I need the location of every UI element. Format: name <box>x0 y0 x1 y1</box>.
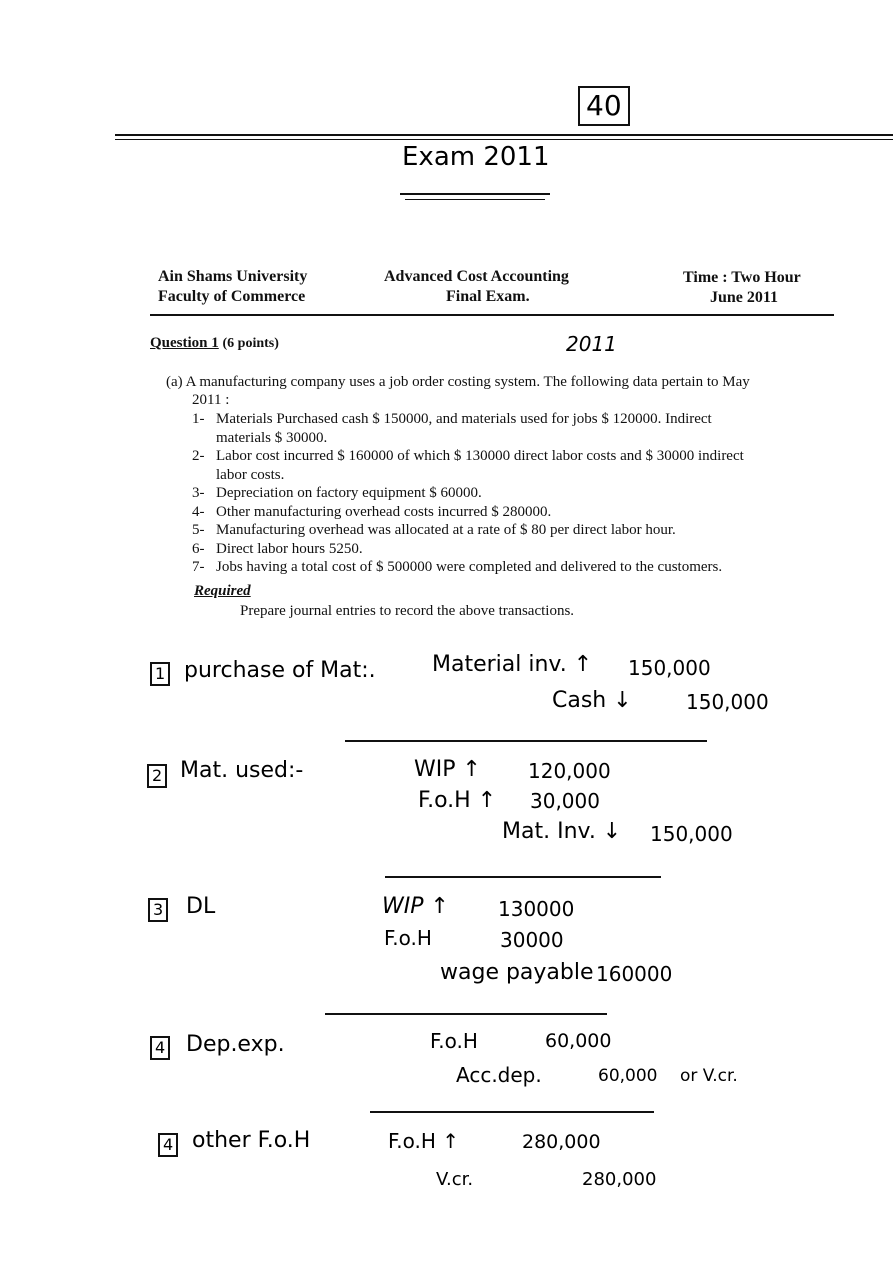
entry-2-box: 2 <box>147 764 167 788</box>
page-number: 40 <box>578 86 630 126</box>
list-item <box>192 540 832 559</box>
title-underline <box>400 193 550 195</box>
item-text: Depreciation on factory equipment $ 60000. <box>216 485 482 501</box>
item-text: Materials Purchased cash $ 150000, and materials used for jobs $ 120000. Indirect <box>216 411 712 427</box>
list-item <box>192 503 832 522</box>
entry-4-rule <box>370 1111 654 1113</box>
entry-2-rule <box>385 876 661 878</box>
top-rule <box>115 134 893 136</box>
required-label: Required <box>194 583 251 599</box>
item-text: Manufacturing overhead was allocated at a rate of $ 80 per direct labor hour. <box>216 522 676 538</box>
item-text-2: materials $ 30000. <box>216 429 328 446</box>
exam-type: Final Exam. <box>446 288 530 305</box>
question-label: Question 1 <box>150 335 219 351</box>
entry-5-credit-amount: 280,000 <box>582 1169 657 1190</box>
entry-1-box: 1 <box>150 662 170 686</box>
intro-line-1: (a) A manufacturing company uses a job order costing system. The following data pertain to May <box>166 374 750 390</box>
item-text: Labor cost incurred $ 160000 of which $ 130000 direct labor costs and $ 30000 indirect <box>216 448 744 464</box>
exam-date: June 2011 <box>710 289 779 306</box>
entry-4-debit-account: F.o.H <box>430 1029 478 1053</box>
handwritten-title: Exam 2011 <box>402 142 550 172</box>
entry-5-debit-account: F.o.H ↑ <box>388 1129 460 1153</box>
entry-4-debit-amount: 60,000 <box>545 1030 612 1052</box>
list-item <box>192 484 832 503</box>
entry-4-note: or V.cr. <box>680 1066 738 1086</box>
item-text: Jobs having a total cost of $ 500000 were completed and delivered to the customers. <box>216 559 723 575</box>
entry-3-credit-account: wage payable <box>440 960 594 985</box>
entry-4-credit-amount: 60,000 <box>598 1066 658 1086</box>
entry-3-credit-amount: 160000 <box>596 962 673 986</box>
entry-2-debit-2-amount: 30,000 <box>530 789 600 813</box>
list-item <box>192 410 832 447</box>
question-items <box>192 410 832 577</box>
item-number: 4- <box>192 503 205 520</box>
faculty-name: Faculty of Commerce <box>158 288 306 305</box>
entry-4-label: Dep.exp. <box>186 1032 285 1057</box>
item-text: Direct labor hours 5250. <box>216 540 363 557</box>
entry-2-credit-amount: 150,000 <box>650 822 733 846</box>
entry-3-debit-1-amount: 130000 <box>498 897 575 921</box>
entry-5-label: other F.o.H <box>192 1128 311 1153</box>
item-text: Other manufacturing overhead costs incurred $ 280000. <box>216 503 552 520</box>
list-item <box>192 447 832 484</box>
item-number: 3- <box>192 485 205 501</box>
entry-5-debit-amount: 280,000 <box>522 1131 601 1153</box>
entry-5-credit-account: V.cr. <box>436 1169 474 1190</box>
item-number: 6- <box>192 540 205 557</box>
entry-3-box: 3 <box>148 898 168 922</box>
entry-1-debit-amount: 150,000 <box>628 656 711 680</box>
entry-2-debit-1-account: WIP ↑ <box>414 757 481 782</box>
entry-1-label: purchase of Mat:. <box>184 658 376 683</box>
entry-3-debit-2-account: F.o.H <box>384 926 432 950</box>
entry-2-debit-2-account: F.o.H ↑ <box>418 788 497 813</box>
margin-note: 2011 <box>566 332 617 356</box>
course-title: Advanced Cost Accounting <box>384 268 569 285</box>
entry-1-credit-amount: 150,000 <box>686 690 769 714</box>
entry-2-label: Mat. used:- <box>180 758 304 783</box>
question-intro <box>166 373 836 409</box>
list-item <box>192 558 832 577</box>
entry-3-debit-2-amount: 30000 <box>500 928 564 952</box>
entry-2-credit-account: Mat. Inv. ↓ <box>502 819 622 844</box>
entry-3-rule <box>325 1013 607 1015</box>
question-heading <box>150 335 279 352</box>
item-text-2: labor costs. <box>216 466 285 483</box>
entry-4-credit-account: Acc.dep. <box>456 1063 542 1087</box>
entry-3-debit-1-account: WIP ↑ <box>382 894 449 919</box>
entry-1-rule <box>345 740 707 742</box>
entry-1-debit-account: Material inv. ↑ <box>432 652 593 677</box>
intro-line-2: 2011 : <box>192 392 230 408</box>
entry-3-label: DL <box>186 894 216 919</box>
item-number: 1- <box>192 411 205 427</box>
item-number: 5- <box>192 522 205 538</box>
entry-1-credit-account: Cash ↓ <box>552 688 632 713</box>
university-name: Ain Shams University <box>158 268 308 285</box>
title-underline-2 <box>405 199 545 200</box>
item-number: 7- <box>192 559 205 575</box>
header-rule <box>150 314 834 316</box>
list-item <box>192 521 832 540</box>
entry-2-debit-1-amount: 120,000 <box>528 759 611 783</box>
exam-time: Time : Two Hour <box>683 269 801 286</box>
item-number: 2- <box>192 448 205 464</box>
entry-4-box: 4 <box>150 1036 170 1060</box>
required-text: Prepare journal entries to record the above transactions. <box>240 603 575 619</box>
top-rule-2 <box>115 139 893 140</box>
entry-5-box: 4 <box>158 1133 178 1157</box>
question-points: (6 points) <box>222 336 279 351</box>
